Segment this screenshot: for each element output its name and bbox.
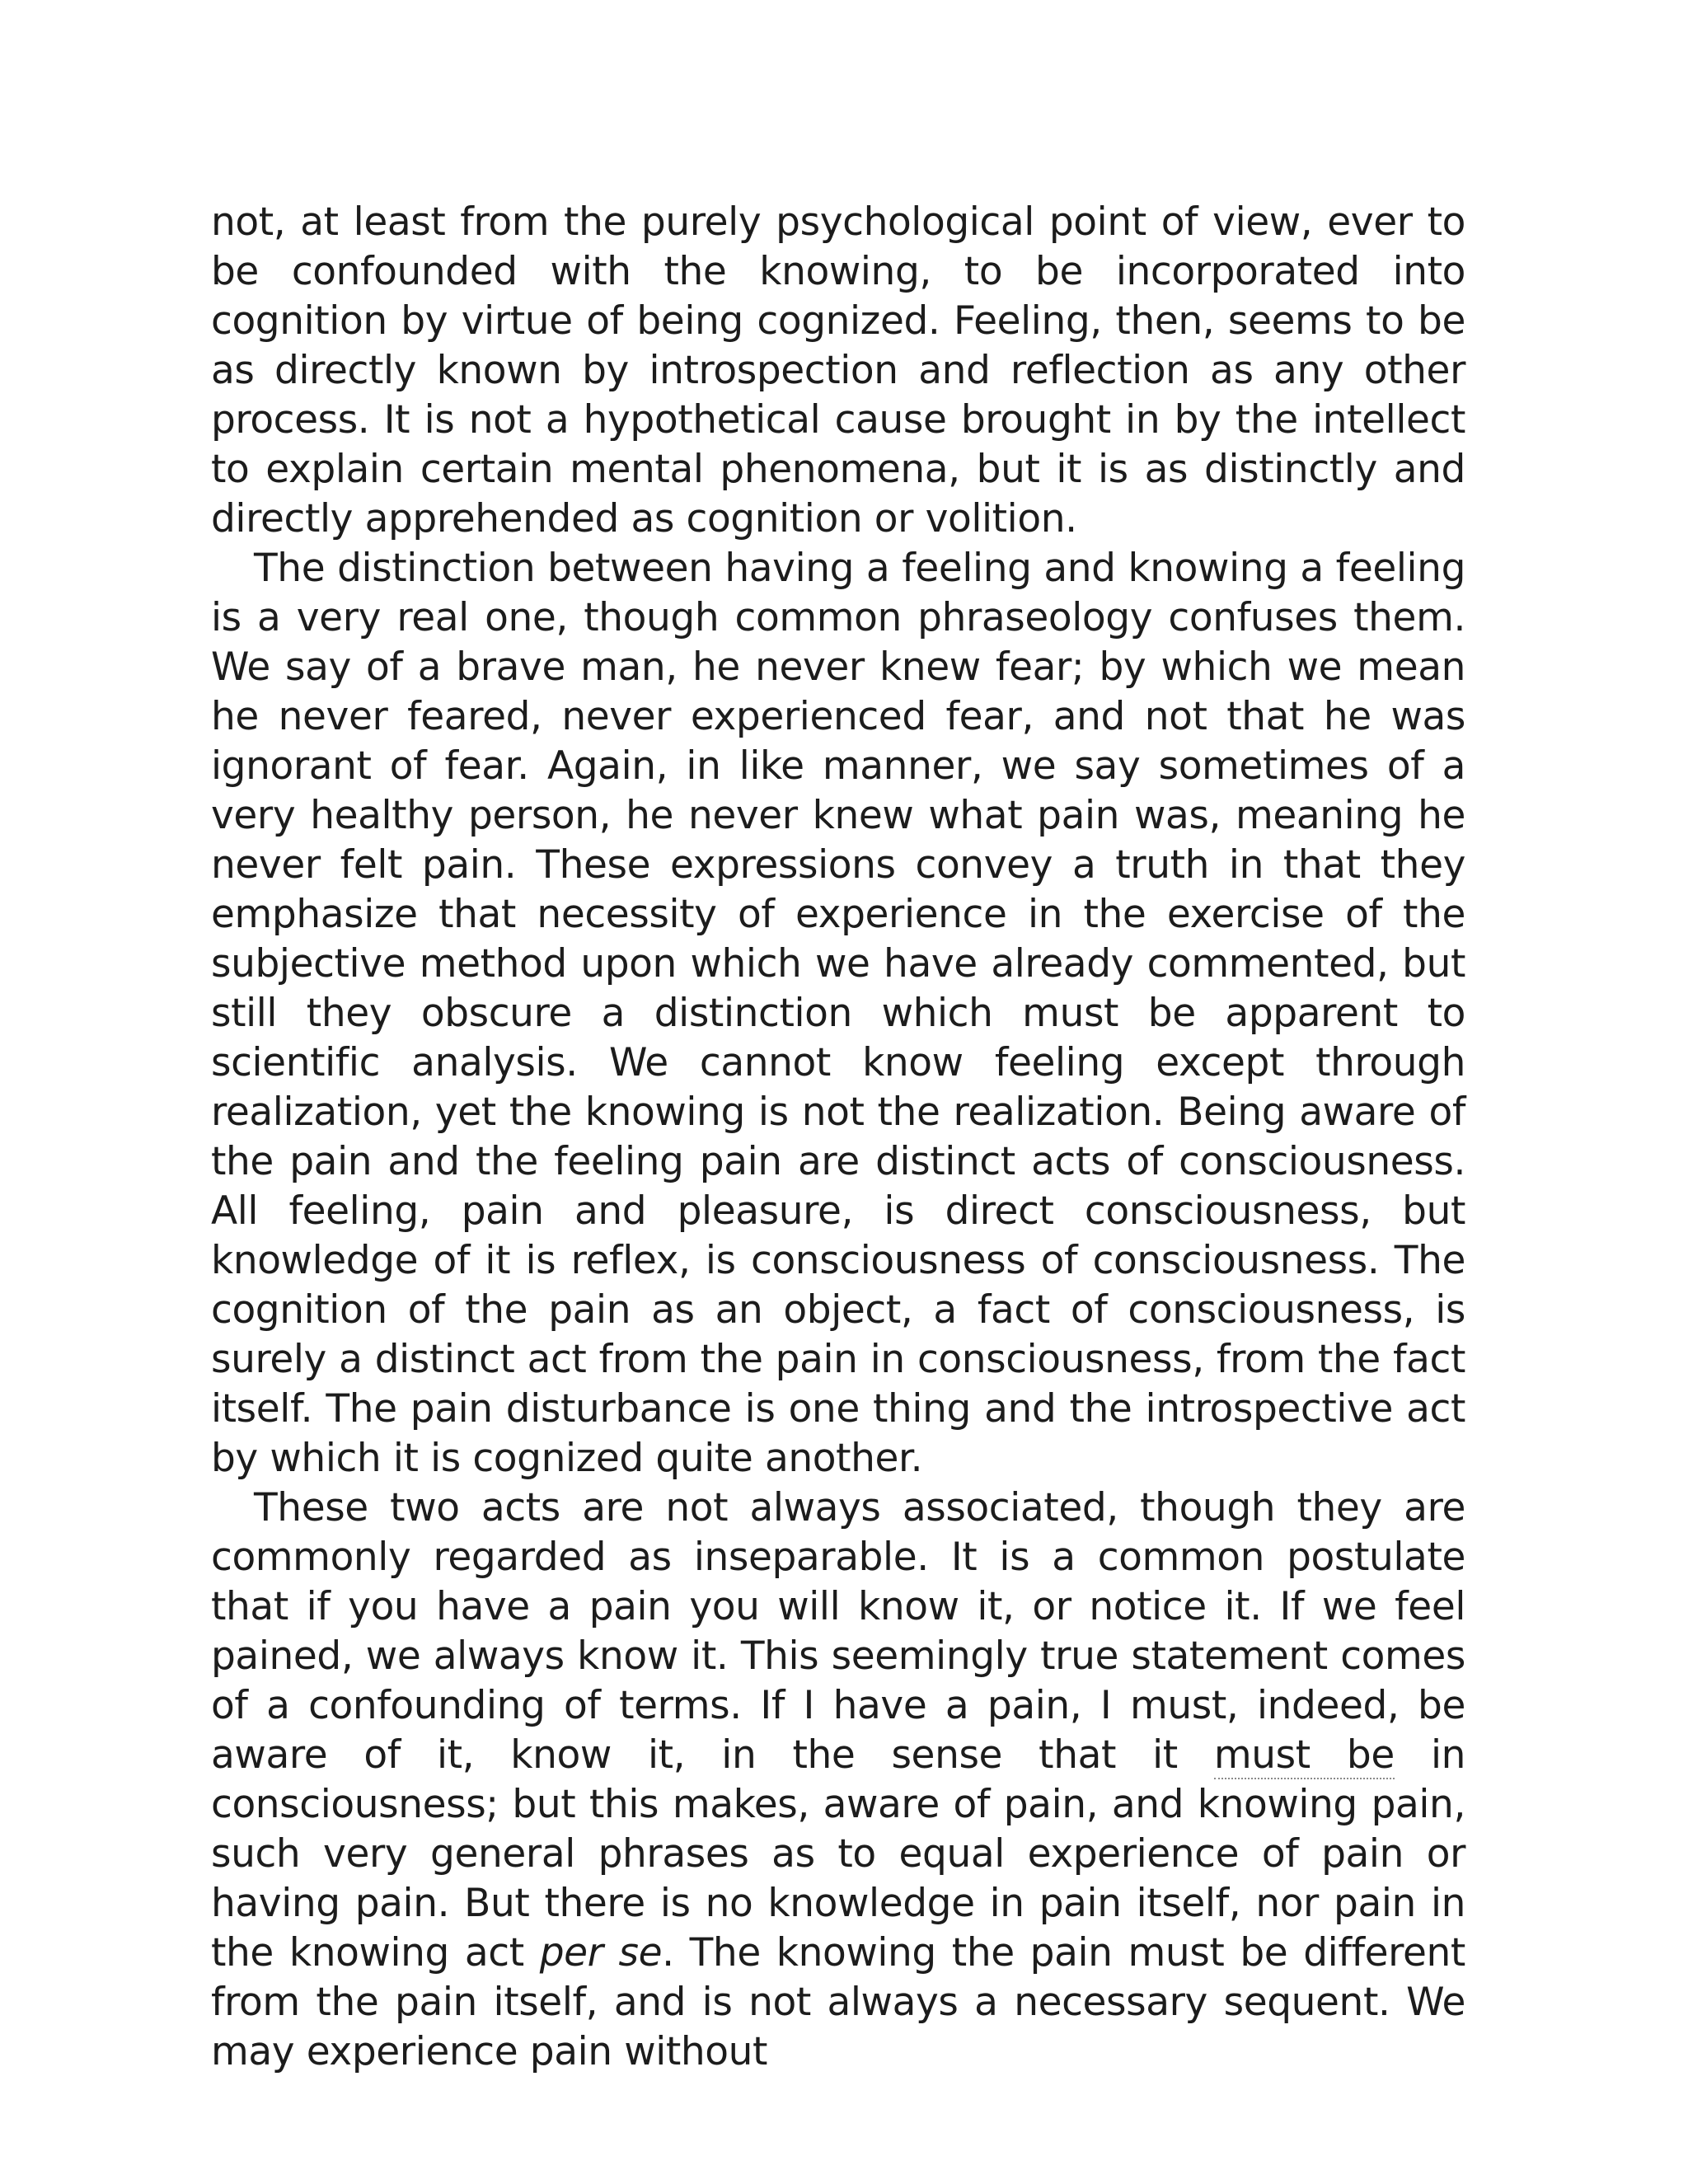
- paragraph-text: The distinction between having a feeling and knowing a feeling is a very real one, though common phraseology confuses them. We say of a brave man, he never knew fear; by which we mean he never feared, never experienced fear, and not that he was ignorant of fear. Again, in like manner, we say sometimes of a very healthy person, he never knew what pain was, meaning he never felt pain. These expressions convey a truth in that they emphasize that necessity of experience in the exercise of the subjective method upon which we have already commented, but still they obscure a distinction which must be apparent to scientific analysis. We cannot know feeling except through realization, yet the knowing is not the realization. Being aware of the pain and the feeling pain are distinct acts of consciousness. All feeling, pain and pleasure, is direct consciousness, but knowledge of it is reflex, is consciousness of consciousness. The cognition of the pain as an object, a fact of consciousness, is surely a distinct act from the pain in consciousness, from the fact itself. The pain disturbance is one thing and the introspective act by which it is cognized quite another.: [211, 546, 1465, 1481]
- paragraph-3: [211, 1483, 1465, 2077]
- paragraph-1: [211, 198, 1465, 544]
- paragraph-text: These two acts are not always associated, though they are commonly regarded as inseparable. It is a common postulate that if you have a pain you will know it, or notice it. If we feel pained, we always know it. This seemingly true statement comes of a confounding of terms. If I have a pain, I must, indeed, be aware of it, know it, in the sense that it: [211, 1485, 1465, 1778]
- dotted-underlined-phrase: must be: [1213, 1732, 1395, 1778]
- italic-phrase: per se: [539, 1930, 663, 1975]
- paragraph-text: not, at least from the purely psychological point of view, ever to be confounded with the knowing, to be incorporated into cognition by virtue of being cognized. Feeling, then, seems to be as directly known by introspection and reflection as any other process. It is not a hypothetical cause brought in by the intellect to explain certain mental phenomena, but it is as distinctly and directly apprehended as cognition or volition.: [211, 199, 1465, 541]
- paragraph-2: [211, 544, 1465, 1483]
- paragraph-text: in consciousness; but this makes, aware of pain, and knowing pain, such very general phrases as to equal experience of pain or having pain. But there is no knowledge in pain itself, nor pain in the knowing act: [211, 1732, 1465, 1975]
- document-page: [211, 198, 1465, 2077]
- paragraph-text: . The knowing the pain must be different from the pain itself, and is not always a necessary sequent. We may experience pain without: [211, 1930, 1465, 2074]
